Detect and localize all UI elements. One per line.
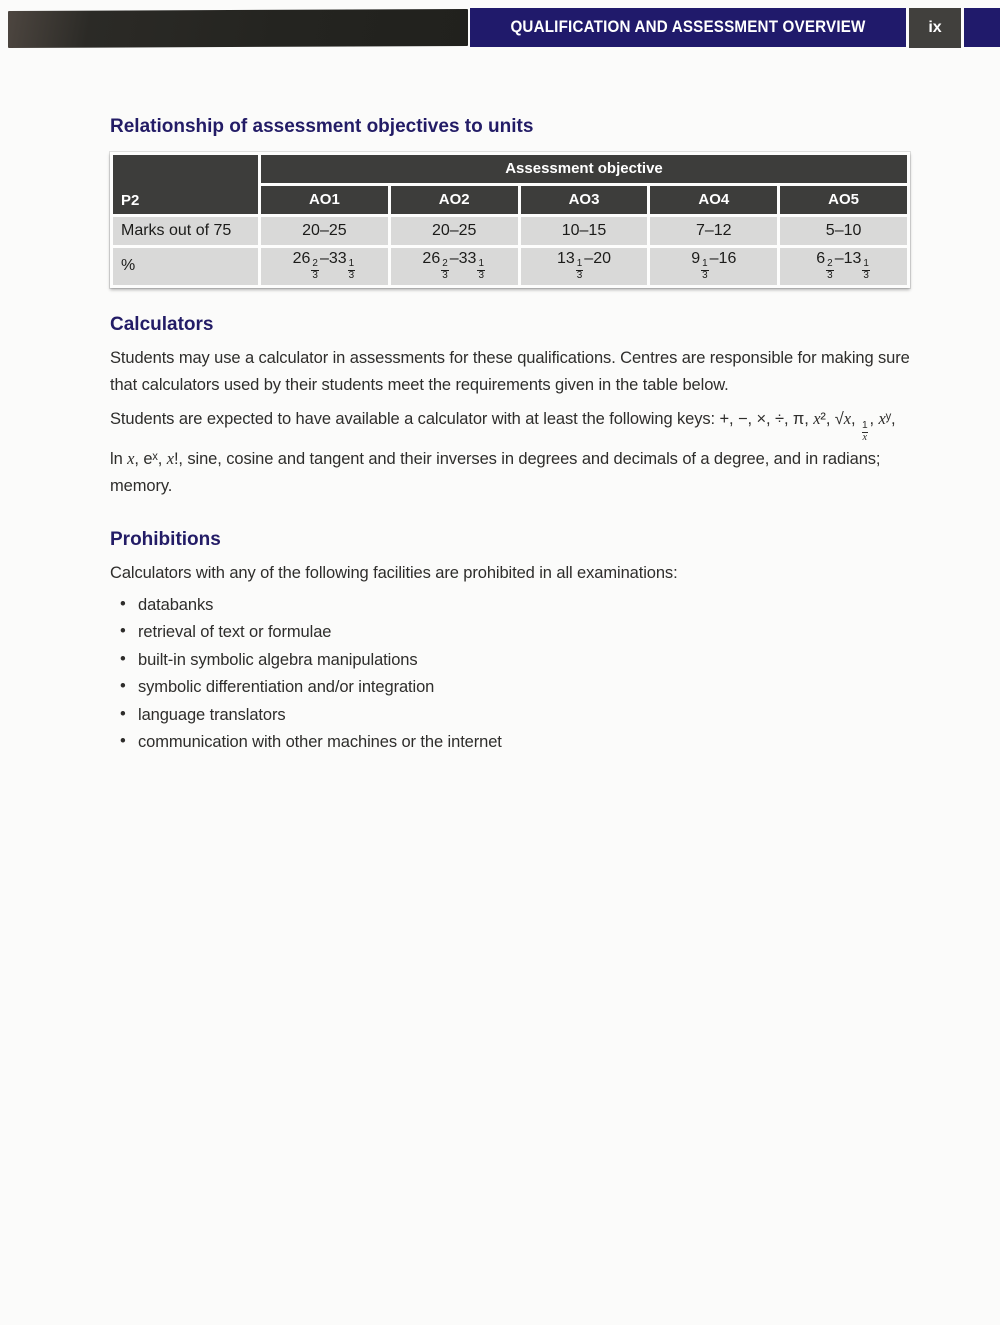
list-item: • symbolic differentiation and/or integration bbox=[114, 678, 910, 698]
table-corner-cell-p2: P2 bbox=[113, 155, 258, 214]
table-group-header-row bbox=[113, 155, 907, 183]
calculators-paragraph-2: Students are expected to have available a calculator with at least the following keys: +, −, ×, ÷, π, x², √x, $\frac{1}{x}$ , xʸ, ln x, eˣ, x!, sine, cosine and tangent and their inverses in degrees and decimals of a degree, and in radians; memory. bbox=[110, 409, 896, 495]
percent-ao2: 26 $\frac{2}{3}$ –33 $\frac{1}{3}$ bbox=[391, 248, 518, 285]
list-item: • communication with other machines or the internet bbox=[114, 733, 910, 753]
header-title-bar bbox=[470, 8, 906, 47]
marks-ao2: 20–25 bbox=[391, 217, 518, 245]
marks-ao5: 5–10 bbox=[780, 217, 907, 245]
percent-ao1: 26 $\frac{2}{3}$ –33 $\frac{1}{3}$ bbox=[261, 248, 388, 285]
page-number-badge bbox=[909, 8, 961, 48]
percent-ao4: 9 $\frac{1}{3}$ –16 bbox=[650, 248, 777, 285]
marks-ao3: 10–15 bbox=[521, 217, 648, 245]
percent-ao5: 6 $\frac{2}{3}$ –13 $\frac{1}{3}$ bbox=[780, 248, 907, 285]
table-group-header: Assessment objective bbox=[261, 155, 907, 183]
marks-ao4: 7–12 bbox=[650, 217, 777, 245]
row-label-marks: Marks out of 75 bbox=[113, 217, 258, 245]
prohibitions-intro: Calculators with any of the following facilities are prohibited in all examinations: bbox=[110, 563, 678, 582]
list-item: • retrieval of text or formulae bbox=[114, 623, 910, 643]
assessment-objectives-table bbox=[110, 152, 910, 288]
list-item: • databanks bbox=[114, 596, 910, 616]
table-col-ao5: AO5 bbox=[780, 186, 907, 214]
table-col-ao2: AO2 bbox=[391, 186, 518, 214]
page-content bbox=[110, 116, 910, 761]
prohibitions-list bbox=[114, 596, 910, 753]
table-row-marks bbox=[113, 217, 907, 245]
table-row-percent bbox=[113, 248, 907, 285]
section-title-calculators: Calculators bbox=[110, 313, 214, 335]
list-item: • language translators bbox=[114, 706, 910, 726]
percent-ao3: 13 $\frac{1}{3}$ –20 bbox=[521, 248, 648, 285]
table-col-ao3: AO3 bbox=[521, 186, 648, 214]
list-item: • built-in symbolic algebra manipulations bbox=[114, 651, 910, 671]
marks-ao1: 20–25 bbox=[261, 217, 388, 245]
section-title-relationship: Relationship of assessment objectives to units bbox=[110, 116, 534, 137]
header-decoration-bar bbox=[8, 9, 468, 48]
table-col-ao4: AO4 bbox=[650, 186, 777, 214]
page-number: ix bbox=[928, 19, 942, 36]
page-header bbox=[0, 10, 1000, 48]
row-label-percent: % bbox=[113, 248, 258, 285]
section-title-prohibitions: Prohibitions bbox=[110, 528, 221, 550]
header-title: QUALIFICATION AND ASSESSMENT OVERVIEW bbox=[510, 18, 866, 36]
calculators-paragraph-1: Students may use a calculator in assessments for these qualifications. Centres are responsible for making sure that calculators used by their students meet the requirements given in the table below. bbox=[110, 349, 910, 395]
table-col-ao1: AO1 bbox=[261, 186, 388, 214]
header-edge-bar bbox=[964, 8, 1000, 47]
